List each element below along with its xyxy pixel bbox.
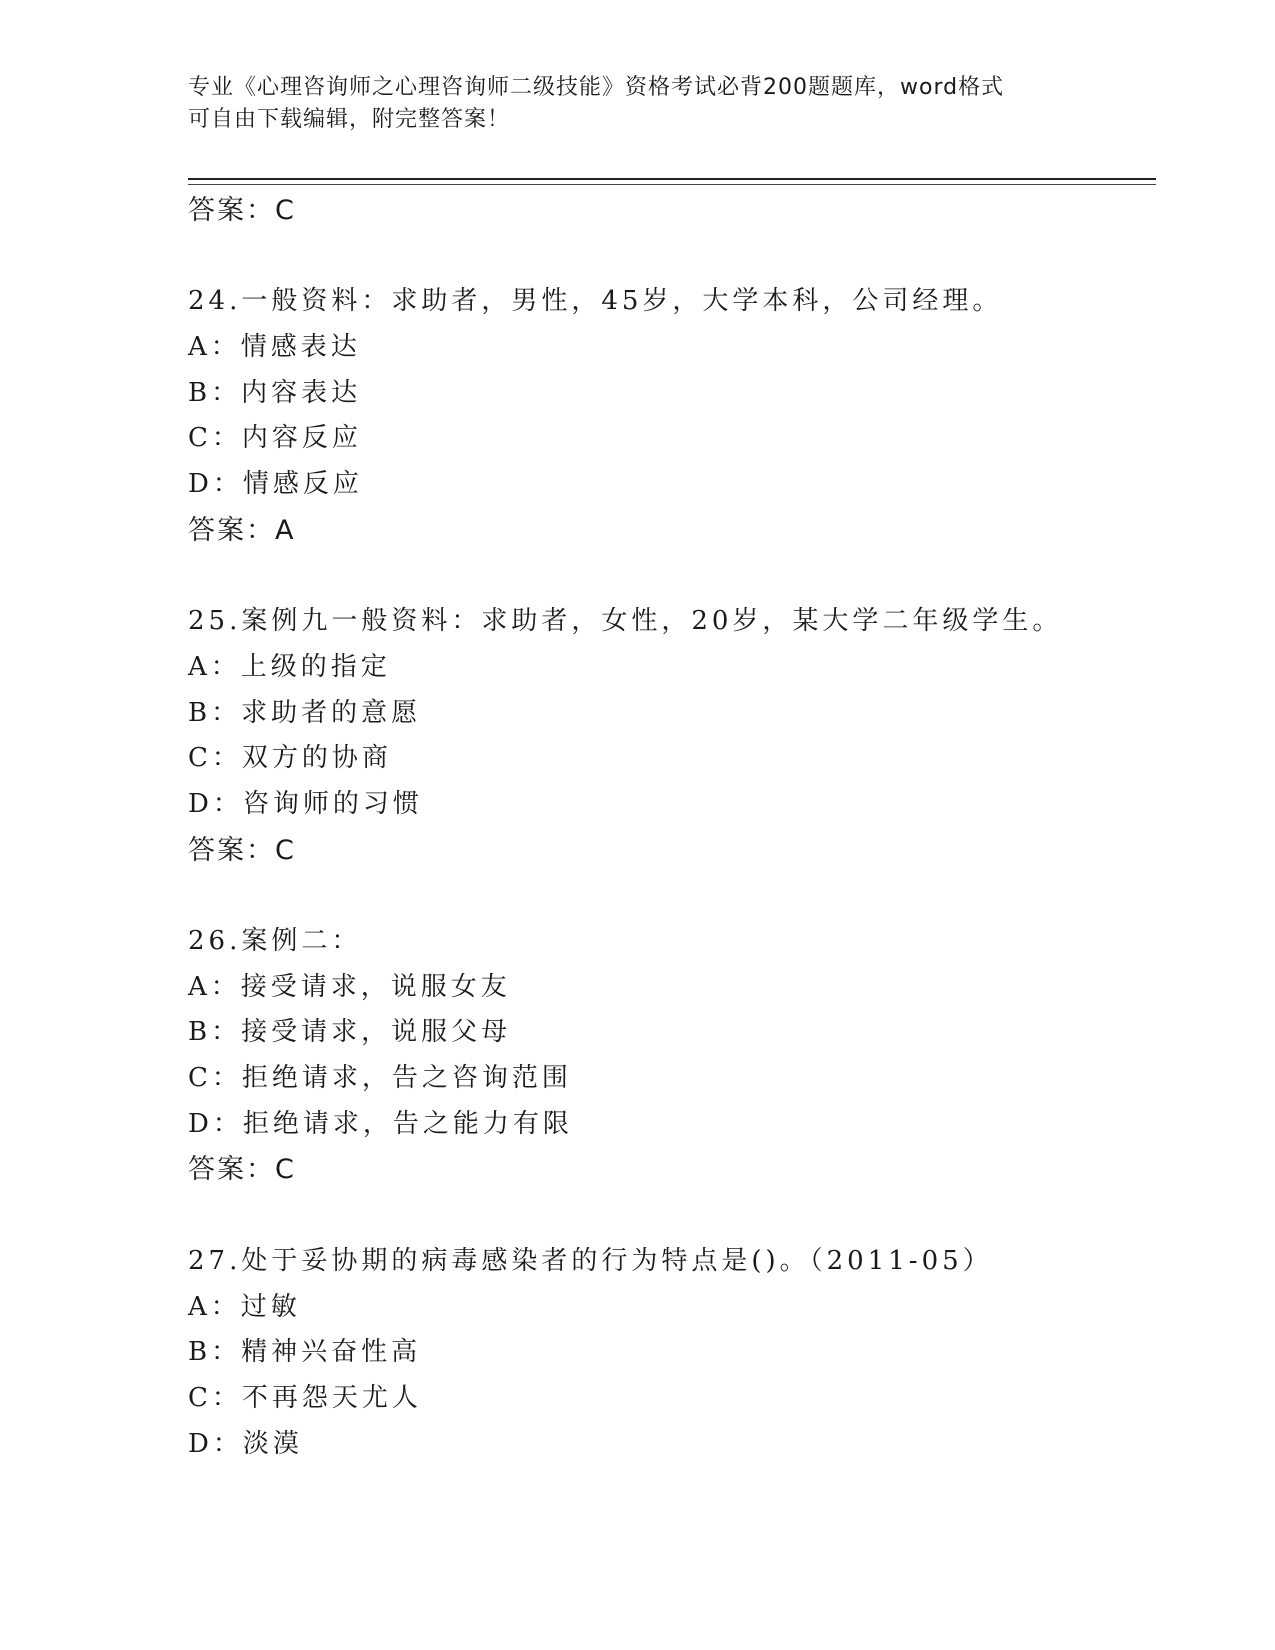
question-24 — [188, 279, 1148, 553]
answer: 答案：C — [188, 834, 296, 866]
header-rule-thick — [188, 178, 1156, 180]
answer: 答案：C — [188, 1154, 296, 1186]
option-c: C：拒绝请求，告之咨询范围 — [188, 1063, 572, 1094]
option-b: B：精神兴奋性高 — [188, 1337, 422, 1368]
header-rule-thin — [188, 184, 1156, 185]
option-a: A：过敏 — [188, 1291, 301, 1322]
option-b: B：内容表达 — [188, 377, 362, 408]
question-title: 24.一般资料：求助者，男性，45岁，大学本科，公司经理。 — [188, 286, 1003, 317]
document-header — [188, 72, 1088, 136]
question-25 — [188, 599, 1148, 873]
option-d: D：情感反应 — [188, 469, 363, 500]
question-27 — [188, 1239, 1148, 1467]
question-title: 25.案例九一般资料：求助者，女性，20岁，某大学二年级学生。 — [188, 606, 1063, 637]
option-c: C：不再怨天尤人 — [188, 1382, 422, 1413]
question-26 — [188, 919, 1148, 1193]
option-a: A：接受请求，说服女友 — [188, 971, 511, 1002]
option-b: B：接受请求，说服父母 — [188, 1017, 512, 1048]
question-title: 27.处于妥协期的病毒感染者的行为特点是()。（2011-05） — [188, 1245, 993, 1276]
option-d: D：拒绝请求，告之能力有限 — [188, 1108, 573, 1139]
option-b: B：求助者的意愿 — [188, 697, 422, 728]
header-line-1: 专业《心理咨询师之心理咨询师二级技能》资格考试必背200题题库，word格式 — [188, 75, 1005, 100]
header-line-2: 可自由下载编辑，附完整答案！ — [188, 107, 511, 132]
previous-answer: 答案：C — [188, 195, 296, 226]
question-list — [188, 188, 1148, 1467]
option-a: A：上级的指定 — [188, 651, 391, 682]
question-title: 26.案例二： — [188, 926, 362, 956]
option-d: D：咨询师的习惯 — [188, 788, 423, 819]
answer: 答案：A — [188, 514, 296, 546]
option-a: A：情感表达 — [188, 332, 361, 363]
option-d: D：淡漠 — [188, 1428, 303, 1459]
option-c: C：内容反应 — [188, 423, 362, 454]
option-c: C：双方的协商 — [188, 743, 392, 774]
